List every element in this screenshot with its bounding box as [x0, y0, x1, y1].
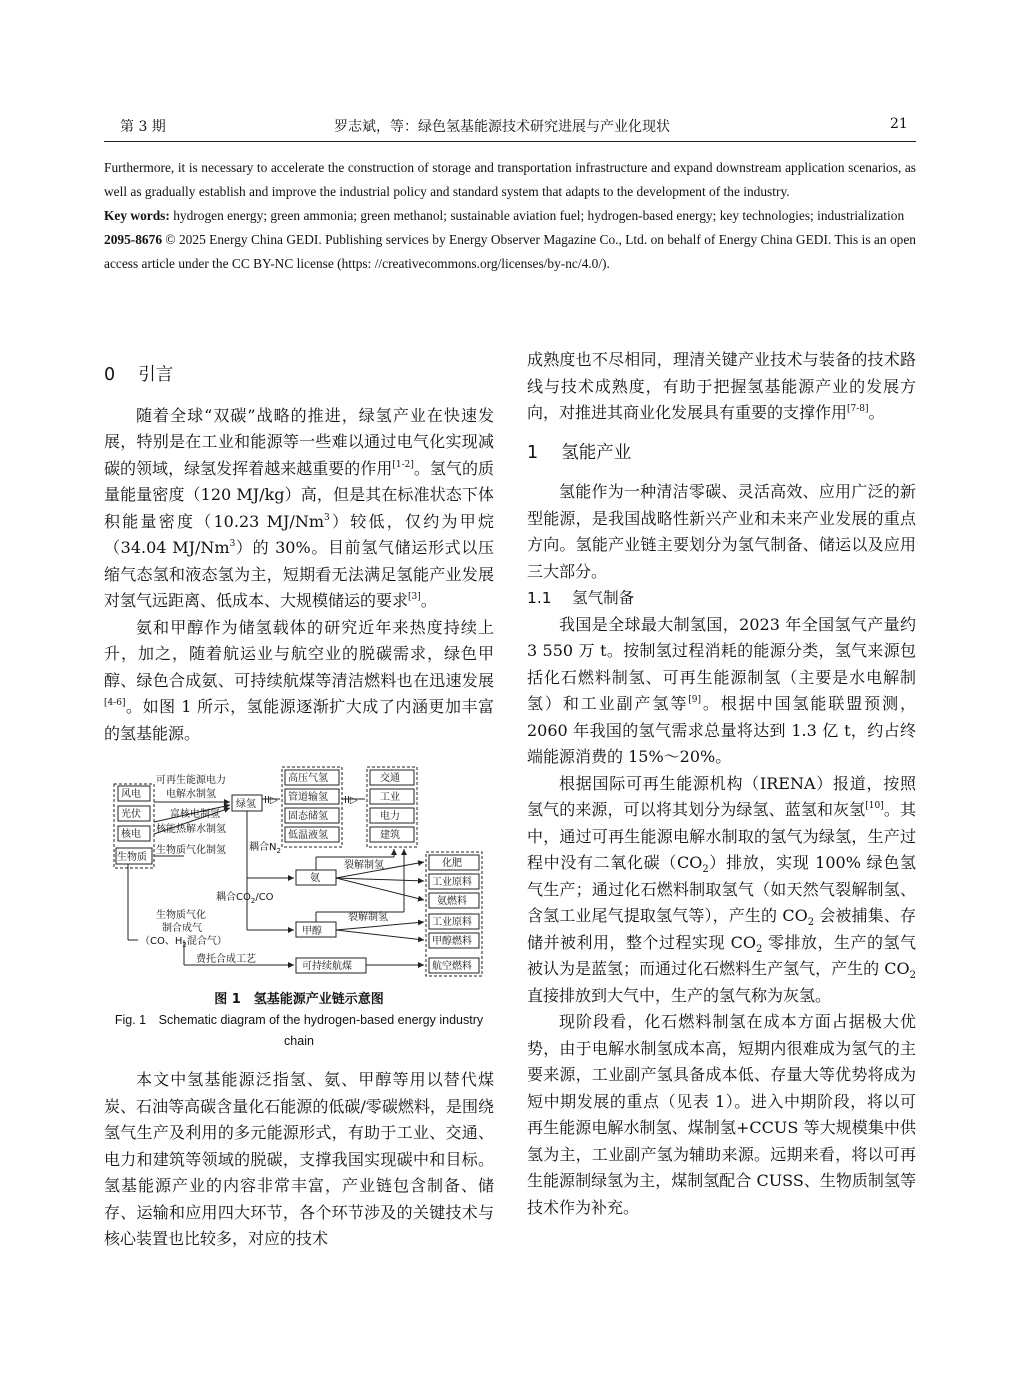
product-label: 航空燃料	[432, 961, 472, 972]
page-number: 21	[890, 116, 908, 132]
ft-process-label: 费托合成工艺	[196, 954, 256, 965]
citation: [3]	[408, 592, 421, 602]
product-label: 氨燃料	[437, 896, 467, 907]
source-label: 生物质	[117, 852, 147, 863]
subscript: 2	[756, 943, 763, 955]
arrow-glyph: ⅠⅠ▷	[264, 795, 278, 806]
source-label: 核电	[121, 829, 141, 840]
text-run: 。	[420, 591, 437, 610]
product-label: 工业原料	[432, 917, 472, 928]
use-label: 电力	[380, 811, 400, 822]
text-run: （CO、H	[140, 936, 183, 947]
biomass-syngas-label: 生物质气化	[156, 910, 206, 921]
citation: [4-6]	[104, 698, 126, 708]
arrow-glyph: ⅠⅠ▷	[344, 795, 358, 806]
citation: [9]	[688, 695, 701, 705]
keywords-text: hydrogen energy; green ammonia; green methanol; sustainable aviation fuel; hydrogen-based energy; key technologies; industrialization	[173, 208, 905, 223]
text-run: 。其中，通过可再生能源电解水制取的氢气为绿氢，生产过程中没有二氧化碳（CO	[527, 800, 916, 872]
methanol-label: 甲醇	[302, 926, 322, 937]
section1-1-heading	[527, 585, 916, 612]
figure-1-caption-en: Fig. 1 Schematic diagram of the hydrogen-based energy industry chain	[114, 1013, 484, 1048]
section1-1-paragraph-3: 现阶段看，化石燃料制氢在成本方面占据极大优势，由于电解水制氢成本高，短期内很难成为氢气的主要来源，工业副产氢具备成本低、存量大等优势将成为短中期发展的重点（见表 1）。进入中期阶段，将以可再生能源电解水制氢、煤制氢+CCUS 等大规模集中供氢为主，工业副产氢为辅助来源。远期来看，将以可再生能源制绿氢为主，煤制氢配合 CUSS、生物质制氢等技术作为补充。	[527, 1012, 916, 1217]
text-run: 随着全球“双碳”战略的推进，绿氢产业在快速发展，特别是在工业和能源等一些难以通过电气化实现减碳的领域，绿氢发挥着越来越重要的作用	[104, 405, 494, 478]
text-run: 。氢气的质量能量密度（120 MJ/kg）高，但是其在标准状态下体积能量密度（10.23 MJ/Nm	[104, 458, 494, 531]
green-h2-label: 绿氢	[236, 799, 256, 810]
figure-1	[104, 762, 494, 982]
text-run: 零排放，生产的氢气被认为是蓝氢；而通过化石燃料生产氢气，产生的 CO	[527, 932, 916, 978]
keywords-label: Key words:	[104, 208, 170, 223]
left-column-bottom	[104, 1067, 494, 1253]
citation: [7-8]	[847, 404, 869, 414]
section1-title: 氢能产业	[561, 442, 632, 463]
superscript: 3	[324, 512, 330, 523]
section1-paragraph-1: 氢能作为一种清洁零碳、灵活高效、应用广泛的新型能源，是我国战略性新兴产业和未来产业发展的重点方向。氢能产业链主要划分为氢气制备、储运以及应用三大部分。	[527, 482, 916, 581]
couple-co2-label	[216, 890, 274, 905]
issue-label: 第 3 期	[120, 119, 166, 135]
storage-label: 低温液氢	[288, 830, 328, 841]
subscript: 2	[182, 941, 187, 949]
left-column-top	[104, 362, 494, 747]
text-run: ）较低，仅约为甲烷（34.04 MJ/Nm	[104, 511, 494, 557]
ammonia-label: 氨	[310, 873, 320, 884]
abstract-continuation: Furthermore, it is necessary to accelerate the construction of storage and transportation infrastructure and expand downstream application scenarios, as well as gradually establish and improve the industrial policy and standard system that adapts to the development of the industry.	[104, 160, 916, 199]
section0-paragraph-3: 本文中氢基能源泛指氢、氨、甲醇等用以替代煤炭、石油等高碳含量化石能源的低碳/零碳燃料，是围绕氢气生产及利用的多元能源形式，有助于工业、交通、电力和建筑等领域的脱碳，支撑我国实现碳中和目标。氢基能源产业的内容非常丰富，产业链包含制备、储存、运输和应用四大环节，各个环节涉及的关键技术与核心装置也比较多，对应的技术	[104, 1070, 494, 1248]
text-run: 直接排放到大气中，生产的氢气称为灰氢。	[527, 985, 832, 1005]
product-label: 甲醇燃料	[432, 936, 472, 947]
source-label: 风电	[121, 789, 141, 800]
superscript: 3	[229, 539, 236, 549]
text-run: 耦合CO	[216, 892, 251, 903]
section1-1-number: 1.1	[527, 589, 552, 607]
section1-1-paragraph-1	[527, 612, 916, 771]
text-run: 耦合N	[249, 842, 277, 853]
copyright-text: © 2025 Energy China GEDI. Publishing services by Energy Observer Magazine Co., Ltd. on behalf of Energy China GEDI. This is an open access article under the CC BY-NC license (https: //creativecommons.org/licenses/by-nc/4.0/).	[104, 232, 916, 271]
use-label: 工业	[380, 792, 400, 803]
subscript: 2	[702, 864, 709, 876]
section0-paragraph-1	[104, 403, 494, 615]
text-run: 。根据中国氢能联盟预测，2060 年我国的氢气需求总量将达到 1.3 亿 t，约占终端能源消费的 15%～20%。	[527, 694, 916, 766]
text-run: 。如图 1 所示，氢能源逐渐扩大成了内涵更加丰富的氢基能源。	[104, 697, 494, 743]
use-label: 建筑	[380, 830, 400, 841]
source-label: 光伏	[121, 809, 141, 820]
product-label: 工业原料	[432, 877, 472, 888]
section0-heading	[104, 362, 494, 389]
route-label: 可再生能源电力	[156, 775, 226, 786]
header-rule	[104, 141, 916, 142]
use-label: 交通	[380, 773, 400, 784]
route-label: 核能热解水制氢	[156, 824, 226, 835]
subscript: 2	[276, 847, 281, 855]
text-run: ）的 30%。目前氢气储运形式以压缩气态氢和液态氢为主，短期看无法满足氢能产业发展对氢气远距离、低成本、大规模储运的要求	[104, 538, 494, 610]
text-run: 成熟度也不尽相同，理清关键产业技术与装备的技术路线与技术成熟度，有助于把握氢基能源产业的发展方向，对推进其商业化发展具有重要的支撑作用	[527, 350, 916, 422]
storage-label: 固态储氢	[288, 811, 328, 822]
section0-number: 0	[104, 365, 116, 385]
section1-number: 1	[527, 442, 539, 463]
subscript: 2	[807, 917, 815, 929]
crack-methanol-label: 裂解制氢	[348, 912, 388, 923]
subscript: 2	[250, 897, 256, 905]
biomass-syngas-label: 制合成气	[162, 923, 202, 934]
running-title: 罗志斌，等：绿色氢基能源技术研究进展与产业化现状	[334, 119, 670, 135]
subscript: 2	[909, 970, 916, 982]
couple-n2-label	[249, 840, 281, 855]
section1-1-title: 氢气制备	[572, 589, 635, 607]
text-run: 根据国际可再生能源机构（IRENA）报道，按照氢气的来源，可以将其划分为绿氢、蓝氢和灰氢	[527, 773, 916, 819]
text-run: 氨和甲醇作为储氢载体的研究近年来热度持续上升，加之，随着航运业与航空业的脱碳需求，绿色甲醇、绿色合成氨、可持续航煤等清洁燃料也在迅速发展	[104, 617, 494, 690]
figure-1-diagram	[104, 762, 494, 982]
english-abstract	[104, 156, 916, 276]
copyright-paragraph	[104, 228, 916, 276]
saf-label: 可持续航煤	[302, 961, 352, 972]
syngas-mix-label	[140, 934, 227, 949]
text-run: 会被捕集、存储并被利用，整个过程实现 CO	[527, 906, 916, 952]
text-run: 混合气）	[186, 936, 227, 947]
text-run: /CO	[255, 892, 274, 903]
section0-paragraph-4	[527, 347, 916, 427]
product-label: 化肥	[442, 858, 462, 869]
section0-paragraph-2	[104, 615, 494, 748]
storage-label: 高压气氢	[288, 773, 328, 784]
route-label: 电解水制氢	[166, 789, 216, 800]
citation: [1-2]	[392, 459, 414, 470]
storage-label: 管道输氢	[288, 792, 328, 803]
crack-ammonia-label: 裂解制氢	[344, 860, 384, 871]
route-label: 富核电制氢	[170, 809, 220, 820]
route-label: 生物质气化制氢	[156, 845, 226, 856]
right-column	[527, 347, 916, 1221]
section1-heading	[527, 440, 916, 467]
section0-title: 引言	[138, 365, 174, 385]
issn: 2095-8676	[104, 232, 163, 247]
text-run: 我国是全球最大制氢国，2023 年全国氢气产量约 3 550 万 t。按制氢过程消耗的能源分类，氢气来源包括化石燃料制氢、可再生能源制氢（主要是水电解制氢）和工业副产氢等	[527, 614, 916, 713]
figure-1-caption-cn: 图 1 氢基能源产业链示意图	[214, 992, 384, 1007]
text-run: ）排放，实现 100% 绿色氢气生产；通过化石燃料制取氢气（如天然气裂解制氢、含氢工业尾气提取氢气等），产生的 CO	[527, 853, 916, 925]
citation: [10]	[865, 801, 884, 811]
keywords-paragraph	[104, 204, 916, 228]
text-run: 。	[868, 403, 885, 422]
section1-1-paragraph-2	[527, 771, 916, 1010]
